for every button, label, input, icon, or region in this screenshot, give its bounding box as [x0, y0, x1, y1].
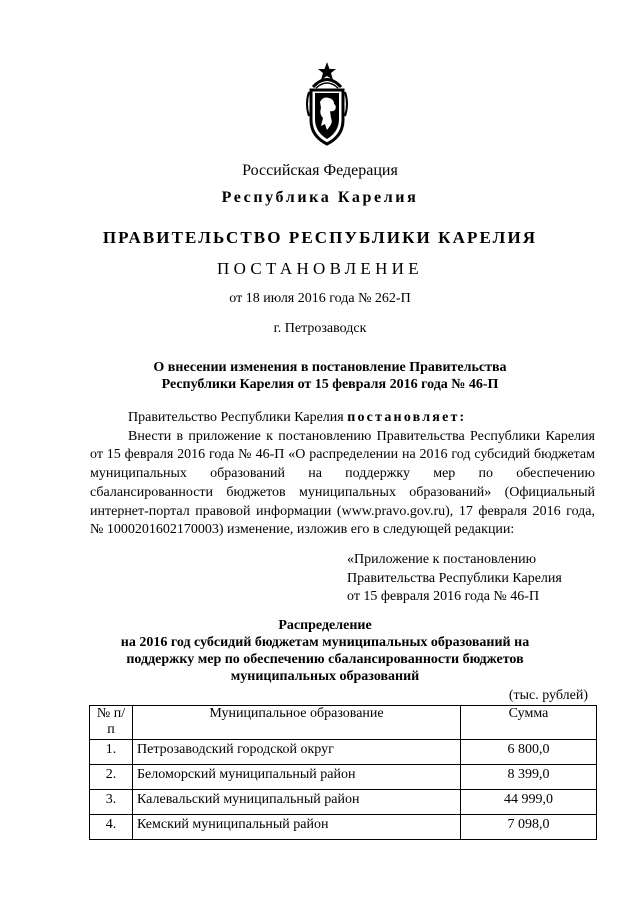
- document-date-number: от 18 июля 2016 года № 262-П: [229, 291, 411, 306]
- appendix-note-line: от 15 февраля 2016 года № 46-П: [347, 589, 540, 605]
- distribution-title-line: муниципальных образований: [230, 669, 420, 684]
- document-title: [120, 359, 540, 393]
- appendix-note-line: «Приложение к постановлению: [347, 552, 537, 567]
- government-name: ПРАВИТЕЛЬСТВО РЕСПУБЛИКИ КАРЕЛИЯ: [102, 228, 538, 247]
- document-title-line: Республики Карелия от 15 февраля 2016 года № 46-П: [161, 377, 499, 392]
- document-type: ПОСТАНОВЛЕНИЕ: [217, 259, 423, 278]
- document-city: г. Петрозаводск: [273, 321, 367, 336]
- row-num: 4.: [90, 815, 133, 840]
- decree-lead-paragraph: [90, 409, 595, 428]
- decree-verb: постановляет:: [347, 410, 467, 425]
- row-sum: 6 800,0: [461, 740, 597, 765]
- row-num: 3.: [90, 790, 133, 815]
- distribution-title-line: поддержку мер по обеспечению сбалансированности бюджетов: [126, 652, 524, 667]
- republic-name: Республика Карелия: [221, 189, 419, 206]
- row-sum: 7 098,0: [461, 815, 597, 840]
- decree-body: Внести в приложение к постановлению Правительства Республики Карелия от 15 февраля 2016 года № 46-П «О распределении на 2016 год субсидий бюджетам муниципальных образований на поддержку мер по обеспечению сбалансированности бюджетов муниципальных образований» (Официальный интернет-портал правовой информации (www.pravo.gov.ru), 17 февраля 2016 года, № 1000201602170003) изменение, изложив его в следующей редакции:: [90, 428, 595, 538]
- row-name: Беломорский муниципальный район: [133, 765, 461, 790]
- appendix-note-line: Правительства Республики Карелия: [347, 570, 562, 586]
- row-num: 1.: [90, 740, 133, 765]
- table-row: [90, 815, 597, 840]
- table-row: [90, 790, 597, 815]
- decree-text: [90, 409, 595, 540]
- document-title-line: О внесении изменения в постановление Правительства: [153, 360, 507, 375]
- row-name: Калевальский муниципальный район: [133, 790, 461, 815]
- row-name: Петрозаводский городской округ: [133, 740, 461, 765]
- column-header-num: № п/п: [90, 706, 133, 740]
- row-sum: 8 399,0: [461, 765, 597, 790]
- karelia-coat-of-arms-icon: [303, 60, 351, 146]
- table-row: [90, 740, 597, 765]
- column-header-name: Муниципальное образование: [133, 706, 461, 740]
- units-label: (тыс. рублей): [508, 688, 588, 703]
- distribution-title-line: Распределение: [278, 618, 372, 633]
- row-sum: 44 999,0: [461, 790, 597, 815]
- table-row: [90, 765, 597, 790]
- distribution-table: [89, 705, 597, 840]
- distribution-title-line: на 2016 год субсидий бюджетам муниципальных образований на: [120, 635, 530, 650]
- decree-lead: Правительство Республики Карелия: [128, 410, 344, 425]
- table-header-row: [90, 706, 597, 740]
- federation-name: Российская Федерация: [242, 162, 398, 179]
- row-num: 2.: [90, 765, 133, 790]
- column-header-sum: Сумма: [461, 706, 597, 740]
- appendix-note: [347, 551, 597, 607]
- distribution-title: [100, 617, 550, 685]
- row-name: Кемский муниципальный район: [133, 815, 461, 840]
